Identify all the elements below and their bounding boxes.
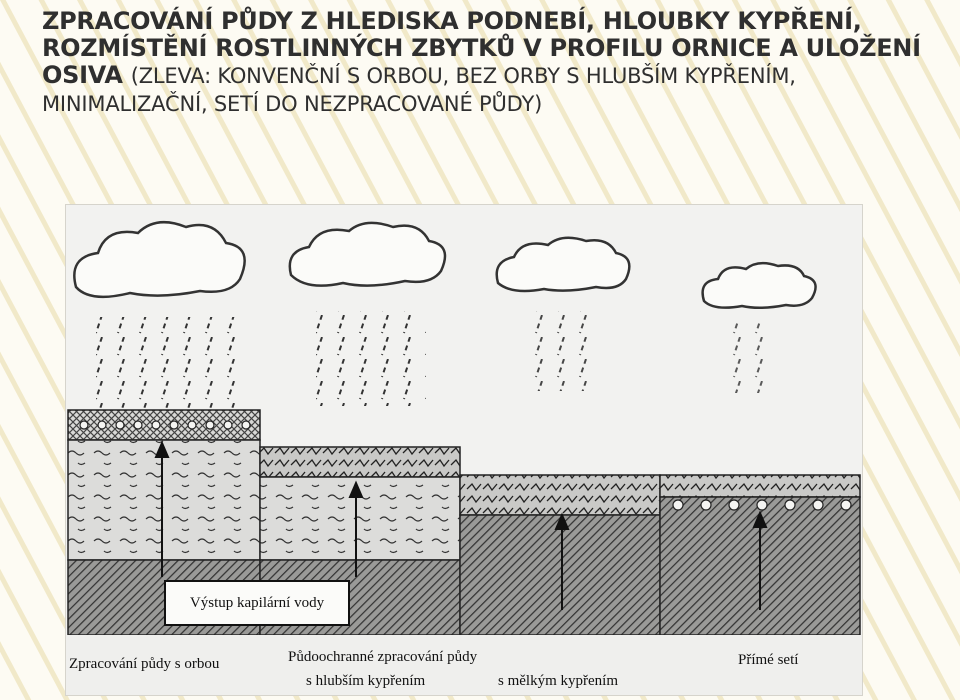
soil-column-shallow-loosening [460,475,660,635]
rain-streaks [526,311,596,391]
cloud-icon [497,238,630,291]
capillary-water-text: Výstup kapilární vody [189,594,325,611]
label-plough: Zpracování půdy s orbou [69,656,220,672]
label-direct-seeding: Přímé setí [738,652,799,668]
cloud-icon [703,263,816,308]
cloud-icon [74,222,244,297]
capillary-water-label [164,580,350,626]
rain-streaks [96,317,236,412]
cloud-icon [290,223,445,286]
slide-title-subtitle: (ZLEVA: KONVENČNÍ S ORBOU, BEZ ORBY S HLUBŠÍM KYPŘENÍM, MINIMALIZAČNÍ, SETÍ DO NEZPRACOVANÉ PŮDY) [42,64,796,116]
tillage-figure [65,204,863,696]
rain-streaks [732,323,772,393]
label-conservation-line1: Půdoochranné zpracování půdy [288,649,478,665]
label-shallow-loosening: s mělkým kypřením [498,673,618,689]
label-deep-loosening: s hlubším kypřením [306,673,426,689]
rain-streaks [316,311,426,406]
slide-title-main: ZPRACOVÁNÍ PŮDY Z HLEDISKA PODNEBÍ, HLOUBKY KYPŘENÍ, ROZMÍSTĚNÍ ROSTLINNÝCH ZBYTKŮ V PROFILU ORNICE A ULOŽENÍ OSIVA [42,7,921,89]
slide-title [42,8,932,118]
